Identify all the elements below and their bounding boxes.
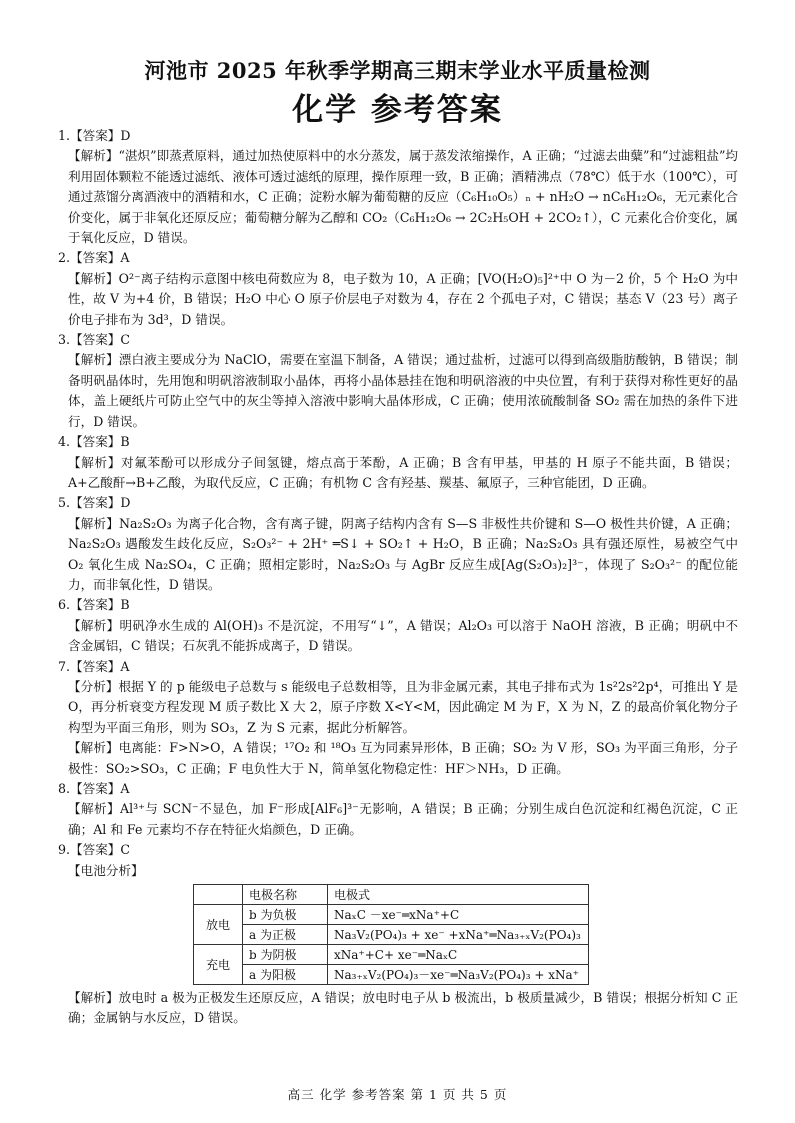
q8-answer: 8.【答案】A [58, 781, 130, 796]
document-subtitle: 化学 参考答案 [292, 92, 503, 128]
q8-explanation: 【解析】Al³⁺与 SCN⁻不显色，加 F⁻形成[AlF₆]³⁻无影响，A 错误；B 正确；分别生成白色沉淀和红褐色沉淀，C 正确；Al 和 Fe 元素均不存在特征火焰颜色，D 正确。 [68, 801, 738, 837]
q6-explanation: 【解析】明矾净水生成的 Al(OH)₃ 不是沉淀，不用写“↓”，A 错误；Al₂O₃ 可以溶于 NaOH 溶液，B 正确；明矾中不含金属铝，C 错误；石灰乳不能拆成离子，D 错误。 [68, 617, 738, 654]
electrode-name: a 为阳极 [243, 965, 328, 985]
q6-answer: 6.【答案】B [58, 597, 130, 613]
electrode-name: a 为正极 [243, 925, 328, 945]
electrode-equation: xNa⁺+C+ xe⁻═NaₓC [328, 945, 589, 965]
electrode-equation: Na₃₊ₓV₂(PO₄)₃－xe⁻═Na₃V₂(PO₄)₃ + xNa⁺ [328, 965, 589, 985]
electrode-name: b 为负极 [243, 905, 328, 925]
table-header-cell [194, 885, 243, 905]
charge-label: 充电 [194, 945, 243, 985]
answer-content [58, 126, 738, 1029]
q1-explanation: 【解析】“湛炽”即蒸煮原料，通过加热使原料中的水分蒸发，属于蒸发浓缩操作，A 正确；“过滤去曲糵”和“过滤粗盐”均利用固体颗粒不能透过滤纸、液体可透过滤纸的原理，操作原理一致，B 正确；酒精沸点（78℃）低于水（100℃），可通过蒸馏分离酒液中的酒精和水，C 正确；淀粉水解为葡萄糖的反应（C₆H₁₀O₅）ₙ + nH₂O → nC₆H₁₂O₆，无元素化合价变化，属于非氧化还原反应；葡萄糖分解为乙醇和 CO₂（C₆H₁₂O₆ → 2C₂H₅OH + 2CO₂↑），C 元素化合价变化，属于氧化反应，D 错误。 [68, 148, 738, 246]
exam-title: 河池市 2025 年秋季学期高三期末学业水平质量检测 [144, 58, 651, 83]
q1-answer: 1.【答案】D [58, 128, 131, 143]
q5-explanation: 【解析】Na₂S₂O₃ 为离子化合物，含有离子键，阴离子结构内含有 S—S 非极性共价键和 S—O 极性共价键，A 正确；Na₂S₂O₃ 遇酸发生歧化反应，S₂O₃²⁻ + 2H⁺ ═S↓ + SO₂↑ + H₂O，B 正确；Na₂S₂O₃ 具有强还原性，易被空气中 O₂ 氧化生成 Na₂SO₄，C 正确；照相定影时，Na₂S₂O₃ 与 AgBr 反应生成[Ag(S₂O₃)₂]³⁻，体现了 S₂O₃²⁻ 的配位能力，而非氧化性，D 错误。 [68, 515, 738, 592]
q4-answer: 4.【答案】B [58, 434, 130, 450]
table-row [194, 925, 589, 945]
q3-explanation: 【解析】漂白液主要成分为 NaClO，需要在室温下制备，A 错误；通过盐析，过滤可以得到高级脂肪酸钠，B 错误；制备明矾晶体时，先用饱和明矾溶液制取小晶体，再将小晶体悬挂在饱和明矾溶液的中央位置，有利于获得对称性更好的晶体，盖上硬纸片可防止空气中的灰尘等掉入溶液中影响大晶体形成，C 正确；使用浓硫酸制备 SO₂ 需在加热的条件下进行，D 错误。 [68, 352, 738, 429]
q4-explanation: 【解析】对氟苯酚可以形成分子间氢键，熔点高于苯酚，A 正确；B 含有甲基，甲基的 H 原子不能共面，B 错误；A+乙酸酐→B+乙酸，为取代反应，C 正确；有机物 C 含有羟基、羰基、氟原子，三种官能团，D 正确。 [68, 454, 738, 490]
table-header-cell: 电极名称 [243, 885, 328, 905]
q9-explanation: 【解析】放电时 a 极为正极发生还原反应，A 错误；放电时电子从 b 极流出，b 极质量减少，B 错误；根据分析知 C 正确；金属钠与水反应，D 错误。 [68, 990, 738, 1026]
table-row [194, 905, 589, 925]
q2-explanation: 【解析】O²⁻离子结构示意图中核电荷数应为 8，电子数为 10，A 正确；[VO(H₂O)₅]²⁺中 O 为－2 价，5 个 H₂O 为中性，故 V 为+4 价，B 错误；H₂O 中心 O 原子价层电子对数为 4，存在 2 个孤电子对，C 错误；基态 V（23 号）离子价电子排布为 3d³，D 错误。 [68, 270, 738, 327]
q9-table-heading: 【电池分析】 [68, 862, 144, 878]
table-header-row [194, 885, 589, 905]
q7-explanation: 【解析】电离能：F>N>O，A 错误；¹⁷O₂ 和 ¹⁸O₃ 互为同素异形体，B 正确；SO₂ 为 V 形，SO₃ 为平面三角形，分子极性：SO₂>SO₃，C 正确；F 电负性大于 N，简单氢化物稳定性：HF＞NH₃，D 正确。 [68, 740, 738, 776]
table-header-cell: 电极式 [328, 885, 589, 905]
q7-answer: 7.【答案】A [58, 658, 130, 674]
q5-answer: 5.【答案】D [58, 495, 131, 511]
discharge-label: 放电 [194, 905, 243, 945]
q9-answer: 9.【答案】C [58, 842, 131, 858]
q3-answer: 3.【答案】C [58, 332, 131, 348]
page-footer: 高三 化学 参考答案 第 1 页 共 5 页 [287, 1087, 508, 1102]
battery-analysis-table [193, 884, 589, 985]
table-row [194, 945, 589, 965]
q7-analysis: 【分析】根据 Y 的 p 能级电子总数与 s 能级电子总数相等，且为非金属元素，其电子排布式为 1s²2s²2p⁴，可推出 Y 是 O，再分析衰变方程发现 M 质子数比 X 大 2，原子序数 X<Y<M，因此确定 M 为 F，X 为 N，Z 的最高价氧化物分子构型为平面三角形，则为 SO₃，Z 为 S 元素，据此分析解答。 [68, 678, 738, 735]
electrode-equation: Na₃V₂(PO₄)₃ + xe⁻ +xNa⁺═Na₃₊ₓV₂(PO₄)₃ [328, 925, 589, 945]
electrode-equation: NaₓC －xe⁻═xNa⁺+C [328, 905, 589, 925]
table-row [194, 965, 589, 985]
electrode-name: b 为阴极 [243, 945, 328, 965]
q2-answer: 2.【答案】A [58, 250, 130, 266]
